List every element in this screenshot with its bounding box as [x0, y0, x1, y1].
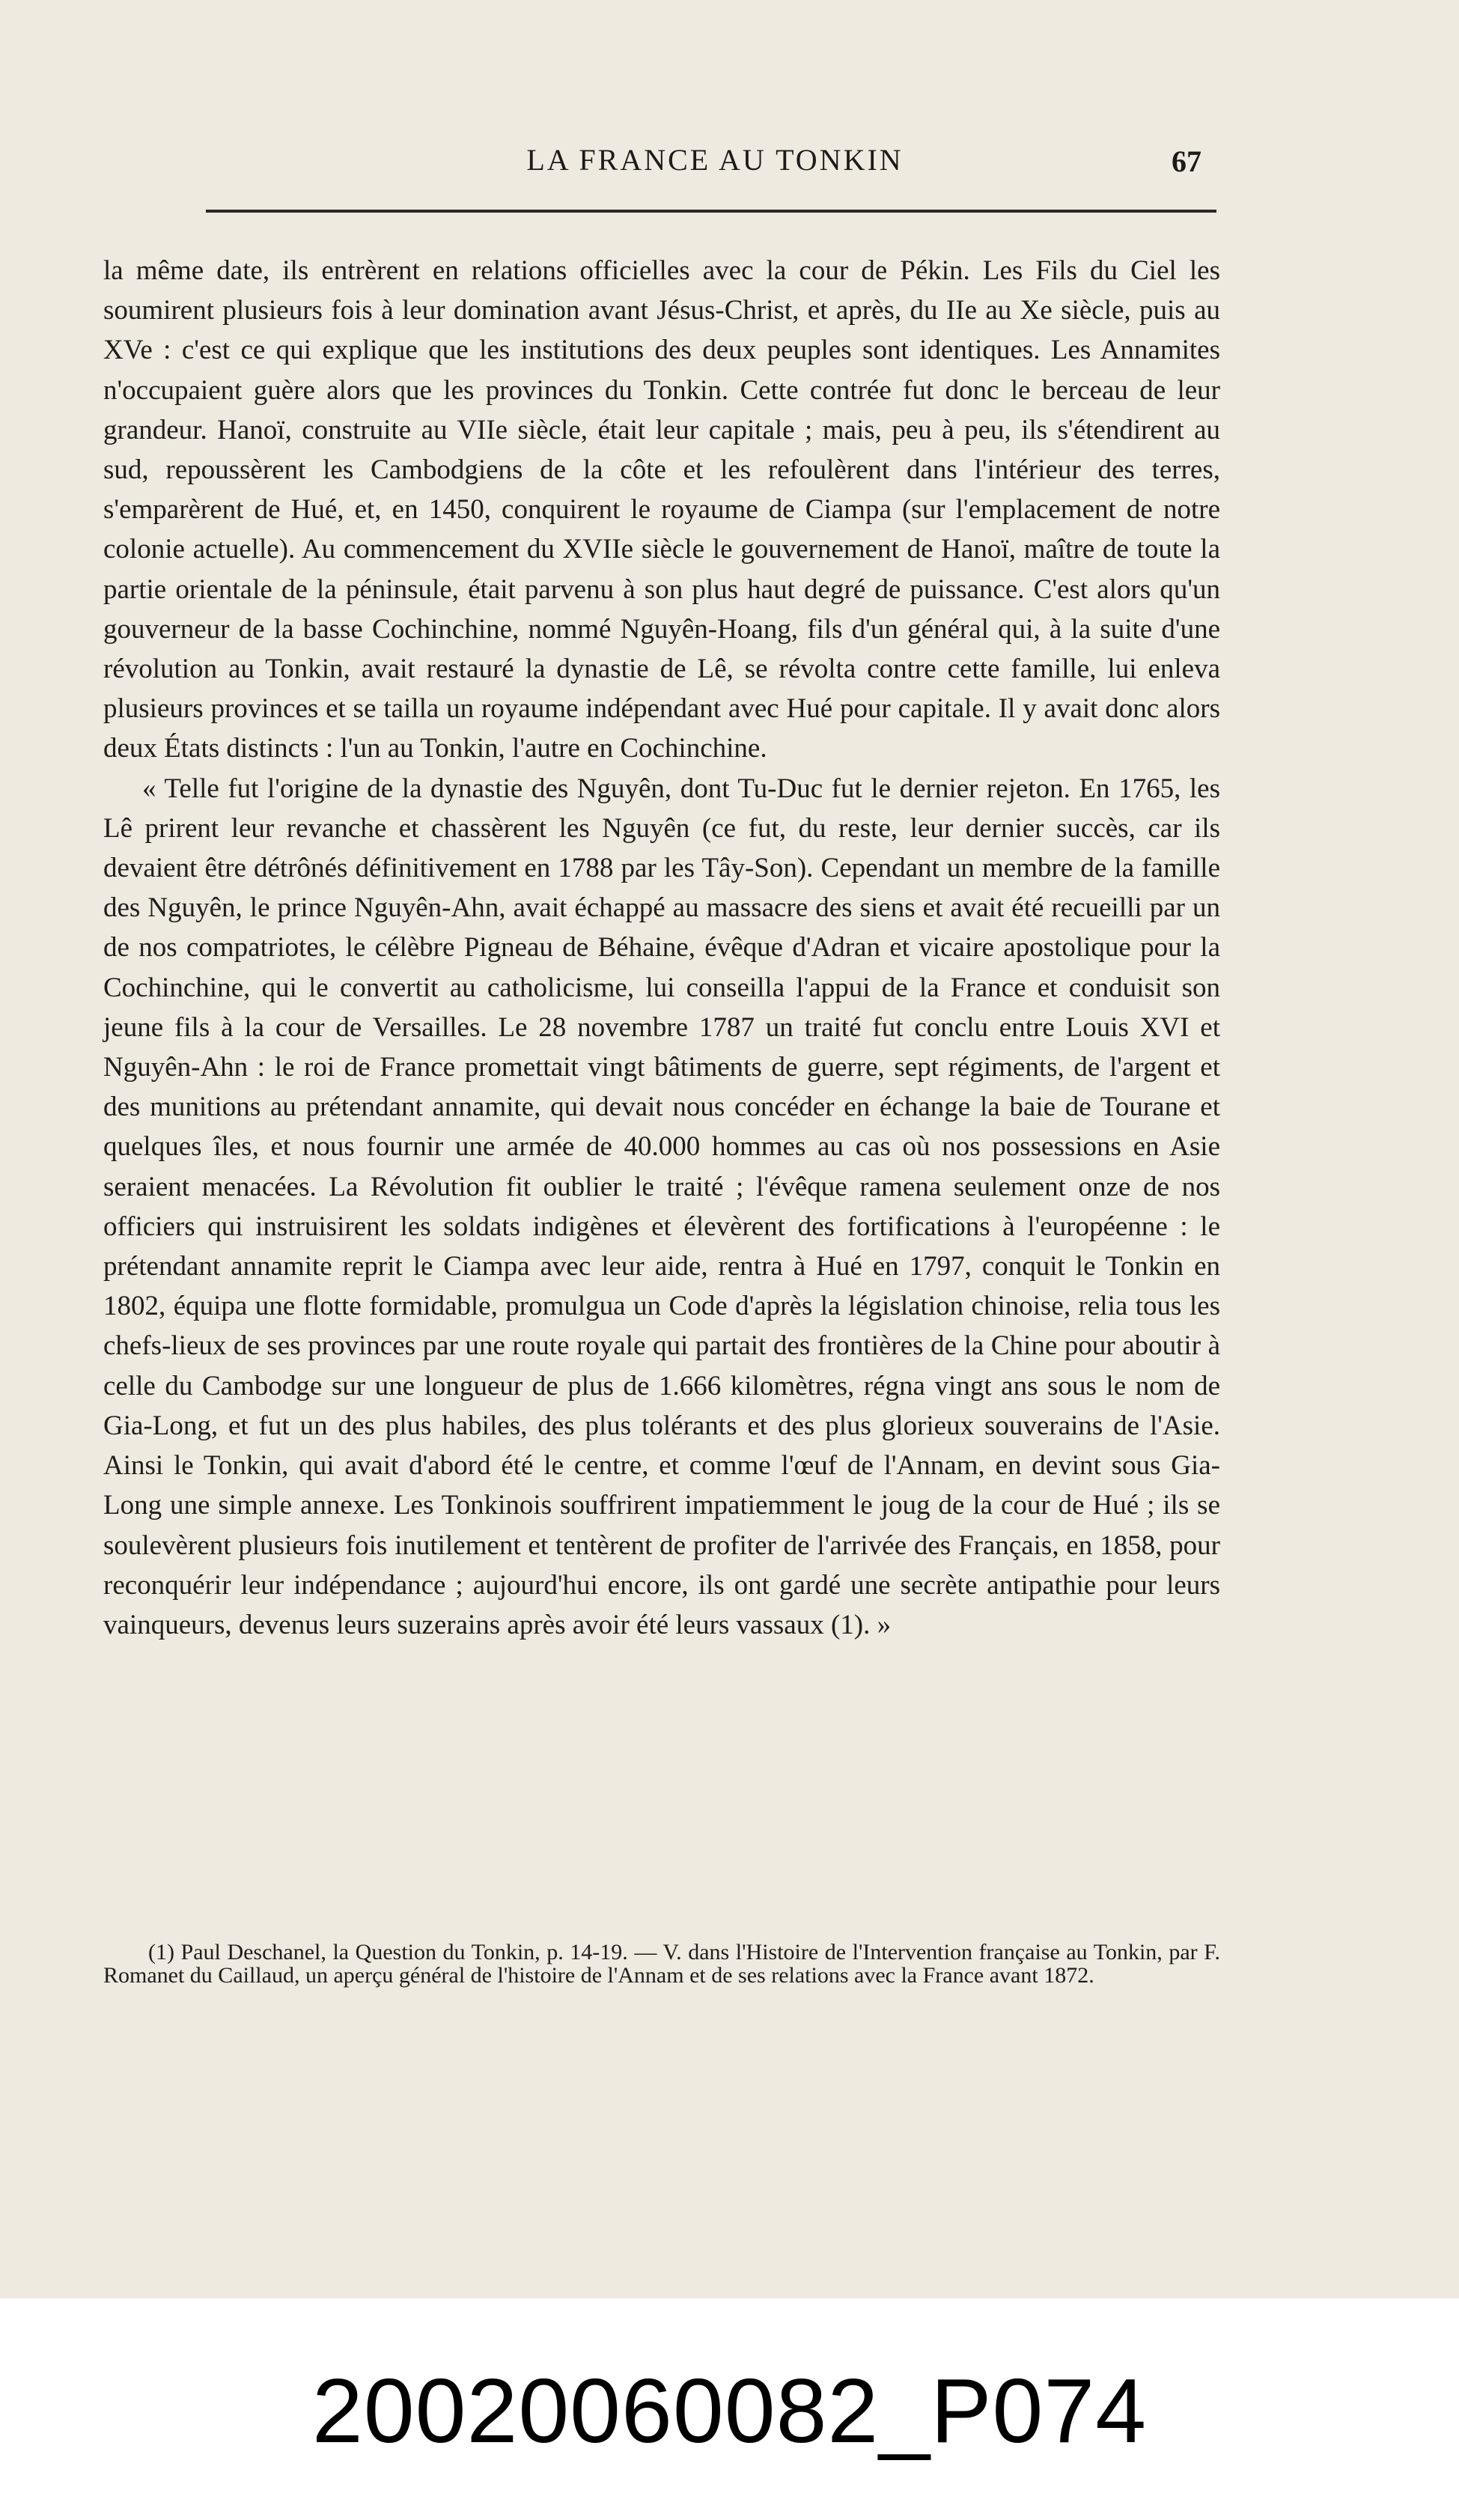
paragraph-1: la même date, ils entrèrent en relations officielles avec la cour de Pékin. Les Fils du Ciel les soumirent plusieurs fois à leur domination avant Jésus-Christ, et après, du IIe au Xe siècle, puis au XVe : c'est ce qui explique que les institutions des deux peuples sont identiques. Les Annamites n'occupaient guère alors que les provinces du Tonkin. Cette contrée fut donc le berceau de leur grandeur. Hanoï, construite au VIIe siècle, était leur capitale ; mais, peu à peu, ils s'étendirent au sud, repoussèrent les Cambodgiens de la côte et les refoulèrent dans l'intérieur des terres, s'emparèrent de Hué, et, en 1450, conquirent le royaume de Ciampa (sur l'emplacement de notre colonie actuelle). Au commencement du XVIIe siècle le gouvernement de Hanoï, maître de toute la partie orientale de la péninsule, était parvenu à son plus haut degré de puissance. C'est alors qu'un gouverneur de la basse Cochinchine, nommé Nguyên-Hoang, fils d'un général qui, à la suite d'une révolution au Tonkin, avait restauré la dynastie de Lê, se révolta contre cette famille, lui enleva plusieurs provinces et se tailla un royaume indépendant avec Hué pour capitale. Il y avait donc alors deux États distincts : l'un au Tonkin, l'autre en Cochinchine.: [103, 255, 1220, 764]
header-rule: [206, 210, 1216, 213]
footnote-text: (1) Paul Deschanel, la Question du Tonkin, p. 14-19. — V. dans l'Histoire de l'Intervention française au Tonkin, par F. Romanet du Caillaud, un aperçu général de l'histoire de l'Annam et de ses relations avec la France avant 1872.: [103, 1940, 1220, 1988]
body-text: [103, 251, 1220, 1645]
catalog-id: 20020060082_P074: [311, 2360, 1148, 2462]
page-number: 67: [1172, 144, 1201, 178]
footnote: [103, 1941, 1220, 1987]
paragraph-2: « Telle fut l'origine de la dynastie des Nguyên, dont Tu-Duc fut le dernier rejeton. En 1765, les Lê prirent leur revanche et chassèrent les Nguyên (ce fut, du reste, leur dernier succès, car ils devaient être détrônés définitivement en 1788 par les Tây-Son). Cependant un membre de la famille des Nguyên, le prince Nguyên-Ahn, avait échappé au massacre des siens et avait été recueilli par un de nos compatriotes, le célèbre Pigneau de Béhaine, évêque d'Adran et vicaire apostolique pour la Cochinchine, qui le convertit au catholicisme, lui conseilla l'appui de la France et conduisit son jeune fils à la cour de Versailles. Le 28 novembre 1787 un traité fut conclu entre Louis XVI et Nguyên-Ahn : le roi de France promettait vingt bâtiments de guerre, sept régiments, de l'argent et des munitions au prétendant annamite, qui devait nous concéder en échange la baie de Tourane et quelques îles, et nous fournir une armée de 40.000 hommes au cas où nos possessions en Asie seraient menacées. La Révolution fit oublier le traité ; l'évêque ramena seulement onze de nos officiers qui instruisirent les soldats indigènes et élevèrent des fortifications à l'européenne : le prétendant annamite reprit le Ciampa avec leur aide, rentra à Hué en 1797, conquit le Tonkin en 1802, équipa une flotte formidable, promulgua un Code d'après la législation chinoise, relia tous les chefs-lieux de ses provinces par une route royale qui partait des frontières de la Chine pour aboutir à celle du Cambodge sur une longueur de plus de 1.666 kilomètres, régna vingt ans sous le nom de Gia-Long, et fut un des plus habiles, des plus tolérants et des plus glorieux souverains de l'Asie. Ainsi le Tonkin, qui avait d'abord été le centre, et comme l'œuf de l'Annam, en devint sous Gia-Long une simple annexe. Les Tonkinois souffrirent impatiemment le joug de la cour de Hué ; ils se soulevèrent plusieurs fois inutilement et tentèrent de profiter de l'arrivée des Français, en 1858, pour reconquérir leur indépendance ; aujourd'hui encore, ils ont gardé une secrète antipathie pour leurs vainqueurs, devenus leurs suzerains après avoir été leurs vassaux (1). »: [103, 773, 1220, 1640]
page-header: [213, 142, 1216, 187]
running-title: LA FRANCE AU TONKIN: [526, 143, 904, 177]
